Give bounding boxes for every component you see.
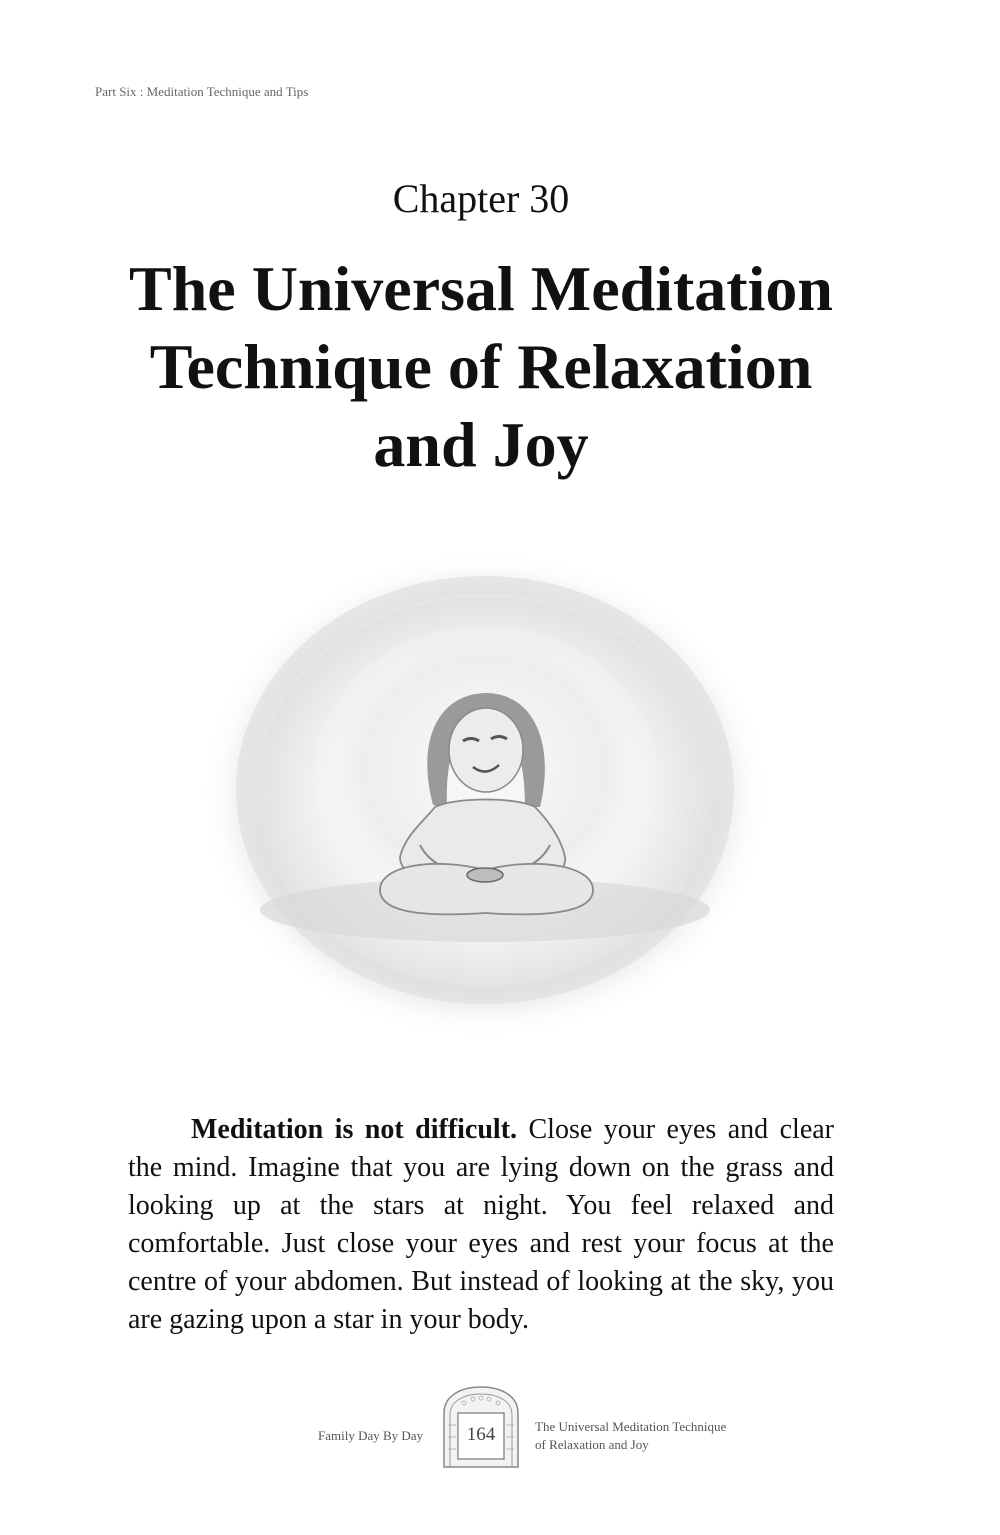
footer-book-title: Family Day By Day	[318, 1428, 424, 1443]
footer-chapter-line-1: The Universal Meditation Technique	[535, 1419, 727, 1434]
chapter-title-line-3: and Joy	[373, 409, 589, 480]
meditating-child-illustration	[195, 545, 775, 1045]
page-number: 164	[466, 1424, 496, 1445]
face	[449, 708, 523, 792]
hands	[467, 868, 503, 882]
running-head: Part Six : Meditation Technique and Tips	[95, 84, 309, 99]
chapter-title-line-2: Technique of Relaxation	[149, 331, 813, 402]
chapter-title	[80, 250, 882, 484]
chapter-number: Chapter 30	[392, 176, 570, 221]
body-paragraph	[128, 1111, 834, 1339]
body-text: Close your eyes and clear the mind. Imagine that you are lying down on the grass and looking up at the stars at night. You feel relaxed and comfortable. Just close your eyes and rest your focus at the centre of your abdomen. But instead of looking at the sky, you are gazing upon a star in your body.	[128, 1114, 835, 1335]
chapter-title-line-1: The Universal Meditation	[129, 253, 833, 324]
body-lead: Meditation is not difficult.	[191, 1114, 518, 1145]
footer-chapter-title	[535, 1418, 726, 1454]
footer-chapter-line-2: of Relaxation and Joy	[535, 1437, 649, 1452]
